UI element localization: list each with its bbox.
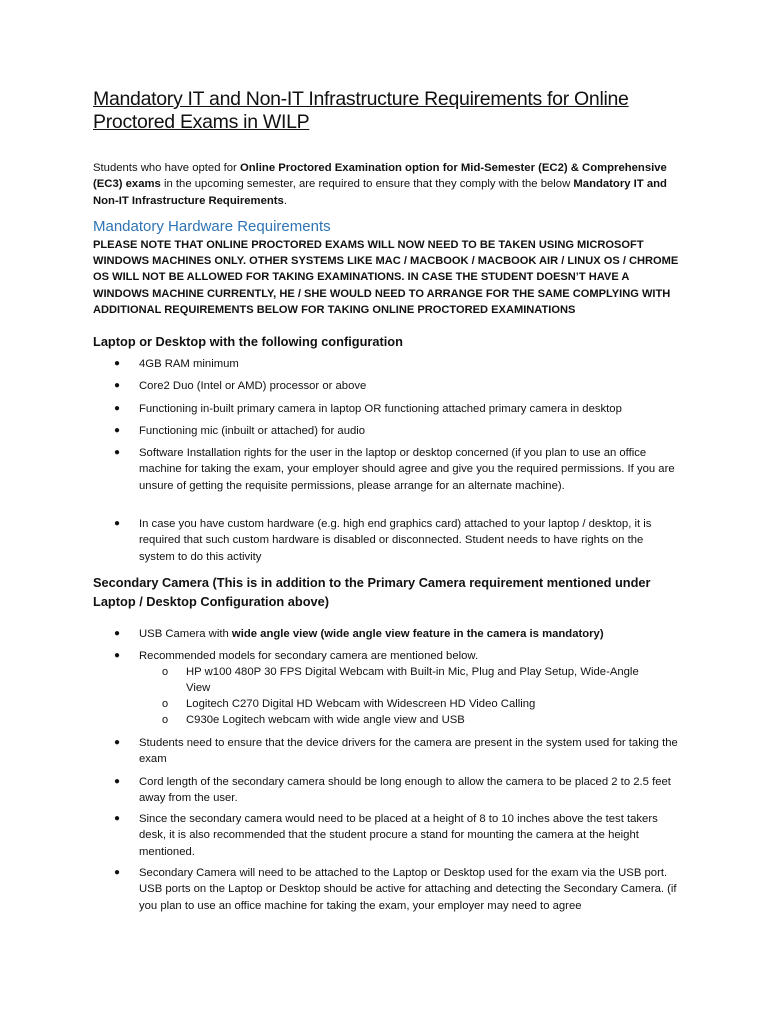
model-hp-w100: HP w100 480P 30 FPS Digital Webcam with Built-in Mic, Plug and Play Setup, Wide-Angle View	[186, 666, 639, 695]
intro-paragraph	[93, 160, 683, 209]
document-title: Mandatory IT and Non-IT Infrastructure Requirements for Online Proctored Exams in WILP	[93, 88, 629, 133]
bullet-icon: ●	[114, 628, 121, 639]
camera-item-cord-length: Cord length of the secondary camera should be long enough to allow the camera to be placed 2 to 2.5 feet away from the user.	[139, 776, 671, 805]
model-logitech-c270: Logitech C270 Digital HD Webcam with Widescreen HD Video Calling	[186, 698, 536, 710]
sub-bullet-icon: o	[162, 698, 169, 710]
intro-bold-2: Mandatory IT and Non-IT Infrastructure Requirements	[93, 178, 667, 207]
laptop-item-camera: Functioning in-built primary camera in laptop OR functioning attached primary camera in desktop	[139, 403, 622, 415]
bullet-icon: ●	[114, 380, 121, 391]
camera-item-models: Recommended models for secondary camera are mentioned below.	[139, 650, 479, 662]
camera-item-usb-port: Secondary Camera will need to be attached to the Laptop or Desktop used for the exam via the USB port. USB ports on the Laptop or Desktop should be active for attaching and detecting the Secondary Camera. (if you plan to use an office machine for taking the exam, your employer may need to agree	[139, 867, 677, 912]
model-logitech-c930e: C930e Logitech webcam with wide angle view and USB	[186, 714, 465, 726]
bullet-icon: ●	[114, 813, 121, 824]
laptop-heading: Laptop or Desktop with the following configuration	[93, 334, 403, 349]
intro-text-1: Students who have opted for	[93, 162, 240, 174]
bullet-icon: ●	[114, 518, 121, 529]
intro-text-3: .	[283, 194, 287, 207]
laptop-item-custom-hardware: In case you have custom hardware (e.g. high end graphics card) attached to your laptop / desktop, it is required that such custom hardware is disabled or disconnected. Student needs to have rights on the system to do this activity	[139, 518, 652, 563]
camera-item-height: Since the secondary camera would need to be placed at a height of 8 to 10 inches above the test takers desk, it is also recommended that the student procure a stand for mounting the camera at the height mentioned.	[139, 813, 658, 858]
bullet-icon: ●	[114, 650, 121, 661]
camera-item-usb-text: USB Camera with	[139, 628, 232, 640]
secondary-camera-heading: Secondary Camera (This is in addition to the Primary Camera requirement mentioned under Laptop / Desktop Configuration above)	[93, 575, 651, 609]
bullet-icon: ●	[114, 776, 121, 787]
camera-item-usb	[139, 626, 679, 642]
sub-bullet-icon: o	[162, 714, 169, 726]
laptop-item-processor: Core2 Duo (Intel or AMD) processor or above	[139, 380, 367, 392]
windows-notice: PLEASE NOTE THAT ONLINE PROCTORED EXAMS WILL NOW NEED TO BE TAKEN USING MICROSOFT WINDOWS MACHINES ONLY. OTHER SYSTEMS LIKE MAC / MACBOOK / MACBOOK AIR / LINUX OS / CHROME OS WILL NOT BE ALLOWED FOR TAKING EXAMINATIONS. IN CASE THE STUDENT DOESN’T HAVE A WINDOWS MACHINE CURRENTLY, HE / SHE WOULD NEED TO ARRANGE FOR THE SAME COMPLYING WITH ADDITIONAL REQUIREMENTS BELOW FOR TAKING ONLINE PROCTORED EXAMINATIONS	[93, 239, 679, 316]
hardware-heading: Mandatory Hardware Requirements	[93, 218, 331, 235]
camera-item-usb-bold: wide angle view (wide angle view feature in the camera is mandatory)	[231, 628, 604, 640]
bullet-icon: ●	[114, 358, 121, 369]
intro-bold-1: Online Proctored Examination option for Mid-Semester (EC2) & Comprehensive (EC3) exams	[93, 162, 667, 191]
bullet-icon: ●	[114, 403, 121, 414]
sub-bullet-icon: o	[162, 666, 169, 678]
laptop-item-ram: 4GB RAM minimum	[139, 358, 239, 370]
laptop-item-mic: Functioning mic (inbuilt or attached) for audio	[139, 425, 366, 437]
laptop-item-software-rights: Software Installation rights for the user in the laptop or desktop concerned (if you plan to use an office machine for taking the exam, your employer should agree and give you the required permissions. If you are unsure of getting the requisite permissions, please arrange for an alternate machine).	[139, 447, 675, 492]
bullet-icon: ●	[114, 737, 121, 748]
bullet-icon: ●	[114, 867, 121, 878]
bullet-icon: ●	[114, 447, 121, 458]
bullet-icon: ●	[114, 425, 121, 436]
camera-item-drivers: Students need to ensure that the device drivers for the camera are present in the system used for taking the exam	[139, 737, 678, 766]
intro-text-2: in the upcoming semester, are required to ensure that they comply with the below	[160, 178, 574, 191]
